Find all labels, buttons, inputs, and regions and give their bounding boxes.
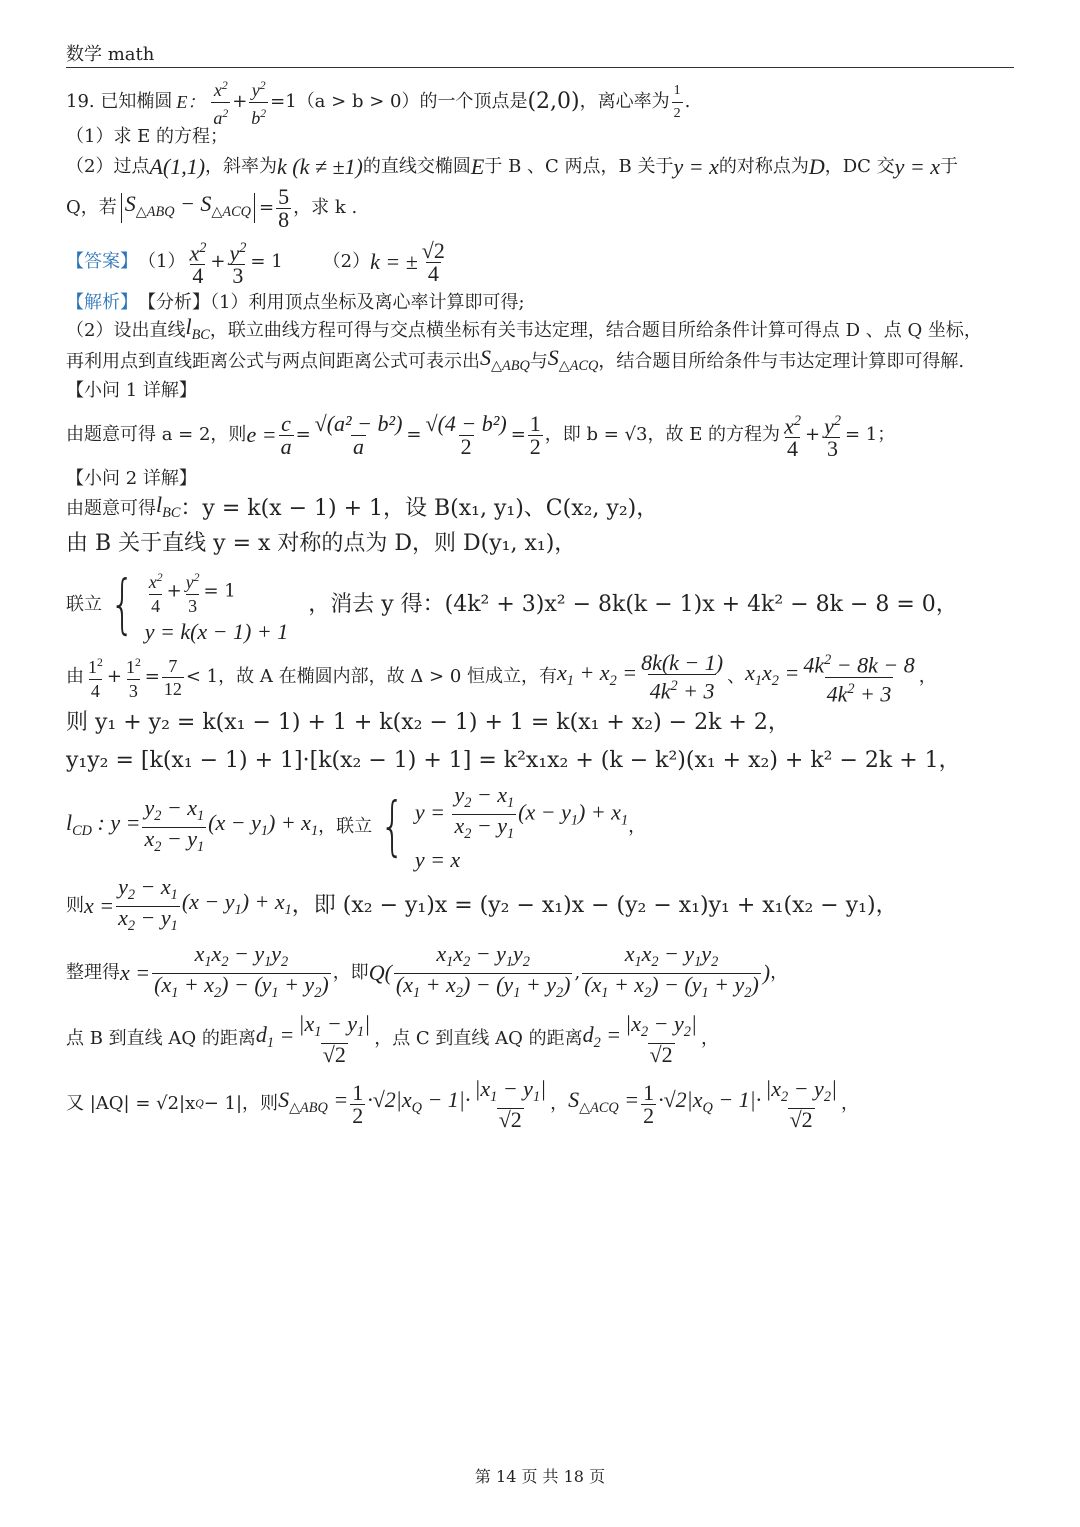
q2-s11-text-a: 又 |AQ| = √2|x — [66, 1093, 196, 1114]
q2-s11-text-c: ， — [550, 1093, 569, 1114]
q-coord-1: $\frac{x_1x_2 - y_1y_2}{(x_1 + x_2) - (y_1 + y_2)}$ — [394, 943, 573, 1004]
part2-text-h: Q，若 — [66, 197, 117, 218]
q1-text-a: 由题意可得 a = 2，则 — [66, 424, 247, 445]
line-y-x: y = x — [673, 154, 719, 179]
q2-s7-text-b: ， — [628, 816, 647, 837]
q2-step-6: y₁y₂ = [k(x₁ − 1) + 1]·[k(x₂ − 1) + 1] = k²x₁x₂ + (k − k²)(x₁ + x₂) + k² − 2k + 1， — [66, 748, 961, 773]
part2-text-i: ，求 k . — [293, 197, 358, 218]
brace-icon: { — [110, 567, 135, 642]
area-abq: $S_{\triangle ABQ}$ — [480, 345, 530, 374]
vieta-product: $x_1x_2$ = — [745, 660, 800, 689]
analysis-text-1: 【分析】（1）利用顶点坐标及离心率计算即可得; — [138, 292, 525, 313]
analysis-text-3b: 与 — [529, 351, 548, 372]
q2-s1-text-a: 由题意可得 — [66, 498, 156, 519]
q2-step-5: 则 y₁ + y₂ = k(x₁ − 1) + 1 + k(x₂ − 1) + 1 = k(x₁ + x₂) − 2k + 2， — [66, 710, 790, 735]
q1-title: 【小问 1 详解】 — [66, 380, 197, 401]
point-a: A(1,1) — [149, 154, 206, 179]
q2-s3-text-a: 联立 — [66, 594, 102, 615]
brace-icon-2: { — [380, 790, 405, 864]
ellipse-frac-y: $\frac{y^2}{b^2}$ — [251, 79, 267, 128]
symbol-e: E： — [176, 92, 206, 112]
answer-label: 【答案】 — [66, 251, 138, 272]
problem-intro: 19. 已知椭圆 — [66, 91, 173, 112]
answer-1-frac-y: $\frac{y^2}{3}$ — [229, 239, 247, 289]
xq-frac: $\frac{x_1x_2 - y_1y_2}{(x_1 + x_2) - (y_1 + y_2)}$ — [152, 943, 331, 1004]
slope-k: k (k ≠ ±1) — [277, 154, 363, 179]
answer-2-value: $\frac{√2}{4}$ — [421, 237, 445, 286]
q1-text-b: ，即 b = √3，故 E 的方程为 — [544, 424, 781, 445]
answer-1-label: （1） — [138, 251, 186, 272]
part2-text-e: 的对称点为 — [718, 156, 809, 177]
q1-frac-x: $\frac{x^2}{4}$ — [784, 412, 801, 462]
s4-frac-2: $\frac{1^2}{3}$ — [125, 656, 141, 701]
point-d: D — [808, 154, 825, 179]
q2-s3-text-b: ，消去 y 得：(4k² + 3)x² − 8k(k − 1)x + 4k² − 8k − 8 = 0， — [308, 592, 958, 617]
q1-text-c: ； — [877, 424, 896, 445]
q1-frac-y: $\frac{y^2}{3}$ — [824, 412, 841, 462]
q2-s8-text-a: 则 — [66, 895, 84, 916]
part2-text-g: 于 — [940, 156, 959, 177]
point-q: Q( — [368, 960, 392, 985]
part2-text-d: 于 B 、C 两点，B 关于 — [484, 156, 674, 177]
x-equals-2: x = — [120, 960, 151, 985]
analysis-text-2a: （2）设出直线 — [66, 320, 186, 341]
q2-title: 【小问 2 详解】 — [66, 468, 197, 489]
problem-part-1: （1）求 E 的方程； — [66, 126, 229, 147]
vertex-coord: (2,0) — [527, 89, 580, 114]
ellipse-frac-x: $\frac{x^2}{a^2}$ — [213, 79, 229, 128]
q2-s1-l-letter: l — [156, 492, 163, 517]
half: $\frac{1}{2}$ — [529, 410, 541, 459]
part2-text-f: ，DC 交 — [824, 156, 895, 177]
header-rule — [66, 67, 1014, 68]
s-acq-rest: $\cdot√2|x_Q - 1|\cdot$ — [658, 1087, 762, 1116]
problem-part-2-line-2: Q，若 $S_{\triangle ABQ} - S_{\triangle ACQ}$ = $\frac{5}{8}$ ，求 k . — [66, 183, 358, 232]
page-footer: 第 14 页 共 18 页 — [474, 1467, 606, 1486]
sqrt-frac-1: $\frac{\text{√(a² − b²)}}{a}$ — [314, 410, 403, 459]
answer-2-k: k = ± — [370, 249, 418, 274]
answer-1-frac-x: $\frac{x^2}{4}$ — [189, 239, 207, 289]
q2-s9-text-c: ， — [770, 962, 789, 983]
area-acq: $S_{\triangle ACQ}$ — [547, 345, 599, 374]
q2-step-7 — [66, 782, 1014, 872]
c-over-a: $\frac{c}{a}$ — [280, 410, 292, 459]
lcd-rest: $(x - y_1) + x_1$ — [208, 810, 319, 839]
s4-frac-1: $\frac{1^2}{4}$ — [88, 656, 103, 701]
system-1: { $\frac{x^2}{4}$ + $\frac{y^2}{3}$ = 1 y = k(x − 1) + 1 — [110, 567, 289, 644]
s-abq-half: $\frac{1}{2}$ — [352, 1079, 364, 1128]
part2-text-b: ，斜率为 — [205, 156, 278, 177]
x-equals: x = — [84, 893, 115, 918]
eccentricity-value: $\frac{1}{2}$ — [672, 80, 683, 125]
line-lcd: $l_{CD}$ : y = — [66, 810, 141, 839]
document-body — [66, 79, 1014, 1136]
analysis-line-1 — [66, 290, 1014, 316]
q2-s11-text-d: ， — [841, 1093, 860, 1114]
q1-solution: 由题意可得 a = 2，则 e = $\frac{c}{a}$ = $\frac{\text{√(a² − b²)}}{a}$ = $\frac{\text{√(4 − b²)}}{2}$ = $\frac{1}{2}$ ，即 b = √3，故 E 的方程为 $\frac{x^2}{4}$ + $\frac{y^2}{3}$ = 1 ； — [66, 410, 896, 462]
problem-part-2-line-1 — [66, 152, 1014, 182]
problem-line-1: 19. 已知椭圆 E： $\frac{x^2}{a^2}$ + $\frac{y^2}{b^2}$ =1 （a > b > 0）的一个顶点是 (2,0) ，离心率为 $\frac{1}{2}$ . — [66, 82, 1014, 122]
part2-text-a: （2）过点 — [66, 156, 150, 177]
q-coord-2: $\frac{x_1x_2 - y_1y_2}{(x_1 + x_2) - (y_1 + y_2)}$ — [582, 943, 761, 1004]
slope-frac: $\frac{y_2 - x_1}{x_2 - y_1}$ — [142, 797, 206, 858]
q2-step-3 — [66, 562, 1014, 648]
q2-step-1 — [66, 492, 1014, 526]
q2-s4-text-a: 由 — [66, 666, 84, 687]
e-equals: e = — [246, 422, 277, 447]
problem-condition: （a > b > 0）的一个顶点是 — [296, 91, 528, 112]
vieta-product-frac: $\frac{4k^2 - 8k - 8}{4k^2 + 3}$ — [803, 651, 915, 707]
d1: $d_1$ = — [255, 1022, 295, 1051]
analysis-text-3c: ，结合题目所给条件与韦达定理计算即可得解. — [598, 351, 965, 372]
analysis-line-2 — [66, 316, 1014, 346]
q2-step-10 — [66, 1006, 1014, 1072]
answer-line: 【答案】 （1） $\frac{x^2}{4}$ + $\frac{y^2}{3}$ = 1 （2） k = ± $\frac{√2}{4}$ — [66, 237, 445, 289]
s-acq-half: $\frac{1}{2}$ — [643, 1079, 655, 1128]
q2-s10-text-c: ， — [700, 1028, 719, 1049]
q2-s1-l: $l_{BC}$ — [156, 492, 181, 521]
s4-frac-3: $\frac{7}{12}$ — [163, 655, 182, 699]
q2-s4-text-b: ，故 A 在椭圆内部，故 Δ > 0 恒成立，有 — [218, 666, 558, 687]
q2-step-9: 整理得 x = $\frac{x_1x_2 - y_1y_2}{(x_1 + x_2) - (y_1 + y_2)}$ ，即 Q( $\frac{x_1x_2 - y_1y_2}{(x_1 + x_2) - (y_1 + y_2)}$ , $\frac{x_1x_2 - y_1y_2}{(x_1 + x_2) - (y_1 + y_2)}$ ) ， — [66, 940, 1014, 1006]
symbol-e-2: E — [470, 154, 485, 179]
analysis-label: 【解析】 — [66, 292, 138, 313]
page-header: 数学 math — [66, 44, 155, 65]
answer-2-label: （2） — [322, 251, 371, 272]
q2-step-8 — [66, 872, 1014, 940]
q2-s11-text-b: − 1|，则 — [203, 1093, 279, 1114]
q2-s7-text-a: ，联立 — [318, 816, 373, 837]
q2-s10-text-b: ，点 C 到直线 AQ 的距离 — [374, 1028, 583, 1049]
s-abq-rest: $\cdot√2|x_Q - 1|\cdot$ — [367, 1087, 471, 1116]
analysis-line-3 — [66, 346, 1014, 378]
sqrt-frac-2: $\frac{\text{√(4 − b²)}}{2}$ — [425, 410, 507, 459]
q2-s8-text-b: ，即 (x₂ − y₁)x = (y₂ − x₁)x − (y₂ − x₁)y₁ + x₁(x₂ − y₁)， — [291, 893, 898, 918]
q2-s10-text-a: 点 B 到直线 AQ 的距离 — [66, 1028, 256, 1049]
d2: $d_2$ = — [582, 1022, 622, 1051]
eccentricity-label: ，离心率为 — [579, 91, 670, 112]
s8-frac: $\frac{y_2 - x_1}{x_2 - y_1}$ — [116, 876, 180, 937]
analysis-text-2b: ，联立曲线方程可得与交点横坐标有关韦达定理，结合题目所给条件计算可得点 D 、点 Q 坐标， — [209, 320, 982, 341]
vieta-sum-frac: $\frac{8k(k - 1)}{4k^2 + 3}$ — [641, 649, 724, 704]
analysis-text-3a: 再利用点到直线距离公式与两点间距离公式可表示出 — [66, 351, 480, 372]
q2-step-11: 又 |AQ| = √2|x Q − 1|，则 $S_{\triangle ABQ}$ = $\frac{1}{2}$ $\cdot√2|x_Q - 1|\cdot$ $\frac{|x_1 - y_1|}{√2}$ ， $S_{\triangle ACQ}$ = $\frac{1}{2}$ $\cdot√2|x_Q - 1|\cdot$ $\frac{|x_2 - y_2|}{√2}$ ， — [66, 1075, 860, 1132]
system-2: { y = $\frac{y_2 - x_1}{x_2 - y_1}$ $(x - y_1) + x_1$ y = x — [380, 781, 629, 872]
d1-frac: $\frac{|x_1 - y_1|}{√2}$ — [298, 1010, 371, 1067]
s-acq-frac: $\frac{|x_2 - y_2|}{√2}$ — [765, 1075, 838, 1132]
q2-s1-text-c: ：y = k(x − 1) + 1，设 B(x₁, y₁)、C(x₂, y₂)， — [180, 496, 659, 521]
line-y-x-2: y = x — [894, 154, 941, 179]
s8-rest: $(x - y_1) + x_1$ — [181, 889, 292, 918]
q2-s9-text-b: ，即 — [332, 962, 369, 983]
area-difference: $S_{\triangle ABQ} - S_{\triangle ACQ}$ — [121, 193, 255, 223]
q2-s4-text-c: 、 — [727, 666, 746, 687]
area-diff-value: $\frac{5}{8}$ — [278, 183, 290, 232]
sys1-frac-x: $\frac{x^2}{4}$ — [148, 571, 163, 616]
q2-step-4: 由 $\frac{1^2}{4}$ + $\frac{1^2}{3}$ = $\frac{7}{12}$ < 1 ，故 A 在椭圆内部，故 Δ > 0 恒成立，有 $x_1 + x_2$ = $\frac{8k(k - 1)}{4k^2 + 3}$ 、 $x_1x_2$ = $\frac{4k^2 - 8k - 8}{4k^2 + 3}$ ， — [66, 649, 937, 707]
vieta-sum: $x_1 + x_2$ = — [557, 660, 638, 689]
s-abq-frac: $\frac{|x_1 - y_1|}{√2}$ — [474, 1075, 547, 1132]
part2-text-c: 的直线交椭圆 — [362, 156, 471, 177]
line-lbc: $l_{BC}$ — [185, 314, 210, 343]
q2-step-2: 由 B 关于直线 y = x 对称的点为 D，则 D(y₁, x₁)， — [66, 531, 577, 556]
d2-frac: $\frac{|x_2 - y_2|}{√2}$ — [625, 1010, 697, 1067]
sys1-frac-y: $\frac{y^2}{3}$ — [185, 571, 200, 616]
s-acq: $S_{\triangle ACQ}$ = — [568, 1087, 640, 1116]
s-abq: $S_{\triangle ABQ}$ = — [278, 1087, 349, 1116]
q2-s9-text-a: 整理得 — [66, 962, 120, 983]
